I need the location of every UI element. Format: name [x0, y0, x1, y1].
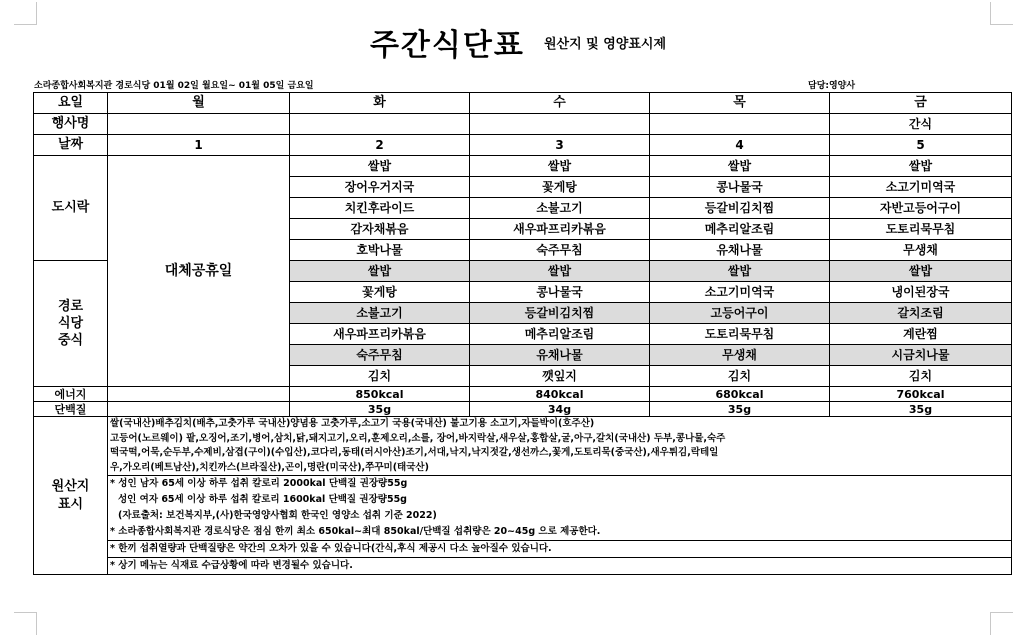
period-info: 소라종합사회복지관 경로식당 01월 02일 월요일~ 01월 05일 금요일: [34, 81, 314, 91]
day-wed: 수: [470, 93, 650, 114]
date-cell: 2: [290, 135, 470, 156]
energy-cell: 840kcal: [470, 387, 650, 402]
day-mon: 월: [108, 93, 290, 114]
protein-cell-empty: [108, 402, 290, 417]
menu-cell: 갈치조림: [830, 303, 1012, 324]
holiday-cell: 대체공휴일: [108, 156, 290, 387]
menu-cell: 소불고기: [290, 303, 470, 324]
menu-cell: 쌀밥: [650, 261, 830, 282]
menu-cell: 숙주무침: [290, 345, 470, 366]
menu-cell: 새우파프리카볶음: [290, 324, 470, 345]
menu-cell: 호박나물: [290, 240, 470, 261]
menu-cell: 쌀밥: [470, 156, 650, 177]
protein-cell: 34g: [470, 402, 650, 417]
page-title: 주간식단표: [369, 28, 525, 63]
menu-cell: 유채나물: [470, 345, 650, 366]
event-label: 행사명: [34, 114, 108, 135]
note-line: * 성인 남자 65세 이상 하루 섭취 칼로리 2000kal 단백질 권장량55g: [108, 475, 1011, 492]
day-thu: 목: [650, 93, 830, 114]
origin-label: 원산지 표시: [34, 417, 108, 575]
menu-cell: 유채나물: [650, 240, 830, 261]
energy-cell-empty: [108, 387, 290, 402]
note-line: 성인 여자 65세 이상 하루 섭취 칼로리 1600kal 단백질 권장량55g: [118, 494, 407, 506]
day-tue: 화: [290, 93, 470, 114]
protein-cell: 35g: [290, 402, 470, 417]
menu-cell: 깻잎지: [470, 366, 650, 387]
menu-cell: 새우파프리카볶음: [470, 219, 650, 240]
menu-cell: 장어우거지국: [290, 177, 470, 198]
menu-cell: 쌀밥: [650, 156, 830, 177]
origin-line: 고등어(노르웨이) 팥,오징어,조기,병어,삼치,닭,돼지고기,오리,훈제오리,소를, 장어,바지락살,새우살,홍합살,굴,아구,갈치(국내산) 두부,콩나물,숙주: [110, 432, 726, 444]
menu-cell: 소고기미역국: [830, 177, 1012, 198]
notes-block: [108, 475, 1011, 574]
energy-label: 에너지: [34, 387, 108, 402]
menu-cell: 소불고기: [470, 198, 650, 219]
menu-cell: 계란찜: [830, 324, 1012, 345]
menu-cell: 숙주무침: [470, 240, 650, 261]
page-corner-mark: [14, 612, 37, 635]
menu-cell: 쌀밥: [830, 156, 1012, 177]
lunchbox-label: 도시락: [34, 156, 108, 261]
event-cell: [650, 114, 830, 135]
menu-cell: 도토리묵무침: [650, 324, 830, 345]
origin-line: 우,가오리(베트남산),치킨까스(브라질산),곤이,명란(미국산),쭈꾸미(태국산): [110, 461, 429, 473]
lunchbox-row: [34, 156, 1012, 177]
event-cell: [290, 114, 470, 135]
energy-cell: 850kcal: [290, 387, 470, 402]
origin-content: [108, 417, 1012, 575]
menu-cell: 자반고등어구이: [830, 198, 1012, 219]
note-line: (자료출처: 보건복지부,(사)한국영양사협회 한국인 영양소 섭취 기준 2022): [118, 510, 437, 522]
date-cell: 1: [108, 135, 290, 156]
energy-row: [34, 387, 1012, 402]
menu-cell: 무생채: [650, 345, 830, 366]
menu-cell: 메추리알조림: [470, 324, 650, 345]
note-line: * 소라종합사회복지관 경로식당은 점심 한끼 최소 650kal~최대 850kal/단백질 섭취량은 20~45g 으로 제공한다.: [110, 526, 601, 538]
protein-cell: 35g: [650, 402, 830, 417]
note-line: * 상기 메뉴는 식재료 수급상황에 따라 변경될수 있습니다.: [108, 557, 1011, 574]
event-cell: [470, 114, 650, 135]
date-row: [34, 135, 1012, 156]
menu-cell: 콩나물국: [470, 282, 650, 303]
title-block: [0, 20, 1036, 64]
date-cell: 5: [830, 135, 1012, 156]
day-fri: 금: [830, 93, 1012, 114]
energy-cell: 760kcal: [830, 387, 1012, 402]
menu-cell: 쌀밥: [290, 261, 470, 282]
date-cell: 3: [470, 135, 650, 156]
event-row: [34, 114, 1012, 135]
origin-row: [34, 417, 1012, 575]
day-row: [34, 93, 1012, 114]
menu-cell: 고등어구이: [650, 303, 830, 324]
menu-cell: 쌀밥: [830, 261, 1012, 282]
menu-cell: 콩나물국: [650, 177, 830, 198]
menu-cell: 김치: [830, 366, 1012, 387]
day-label: 요일: [34, 93, 108, 114]
menu-cell: 도토리묵무침: [830, 219, 1012, 240]
menu-cell: 쌀밥: [470, 261, 650, 282]
menu-cell: 냉이된장국: [830, 282, 1012, 303]
menu-cell: 무생채: [830, 240, 1012, 261]
menu-cell: 시금치나물: [830, 345, 1012, 366]
menu-cell: 소고기미역국: [650, 282, 830, 303]
center-lunch-label: 경로 식당 중식: [34, 261, 108, 387]
page-subtitle: 원산지 및 영양표시제: [543, 36, 667, 52]
protein-row: [34, 402, 1012, 417]
menu-cell: 감자채볶음: [290, 219, 470, 240]
page-corner-mark: [990, 612, 1013, 635]
manager-info: 담당:영양사: [808, 81, 856, 91]
protein-cell: 35g: [830, 402, 1012, 417]
note-line: * 한끼 섭취열량과 단백질량은 약간의 오차가 있을 수 있습니다(간식,후식 제공시 다소 높아질수 있습니다.: [108, 540, 1011, 557]
date-label: 날짜: [34, 135, 108, 156]
energy-cell: 680kcal: [650, 387, 830, 402]
menu-cell: 치킨후라이드: [290, 198, 470, 219]
menu-cell: 꽃게탕: [470, 177, 650, 198]
menu-cell: 등갈비김치찜: [650, 198, 830, 219]
menu-cell: 쌀밥: [290, 156, 470, 177]
menu-cell: 김치: [290, 366, 470, 387]
menu-cell: 꽃게탕: [290, 282, 470, 303]
menu-cell: 김치: [650, 366, 830, 387]
event-cell: 간식: [830, 114, 1012, 135]
weekly-menu-table: [33, 92, 1012, 575]
protein-label: 단백질: [34, 402, 108, 417]
date-cell: 4: [650, 135, 830, 156]
menu-cell: 등갈비김치찜: [470, 303, 650, 324]
menu-cell: 메추리알조림: [650, 219, 830, 240]
event-cell: [108, 114, 290, 135]
origin-line: 떡국떡,어묵,순두부,수제비,삼겹(구이)(수입산),코다리,동태(러시아산)조기,서대,낙지,낙지젓갈,생선까스,꽃게,도토리묵(중국산),새우튀김,락테일: [110, 447, 719, 459]
origin-line: 쌀(국내산)배추김치(배추,고춧가루 국내산)양념용 고춧가루,소고기 국용(국내산) 불고기용 소고기,자들박이(호주산): [110, 418, 595, 429]
